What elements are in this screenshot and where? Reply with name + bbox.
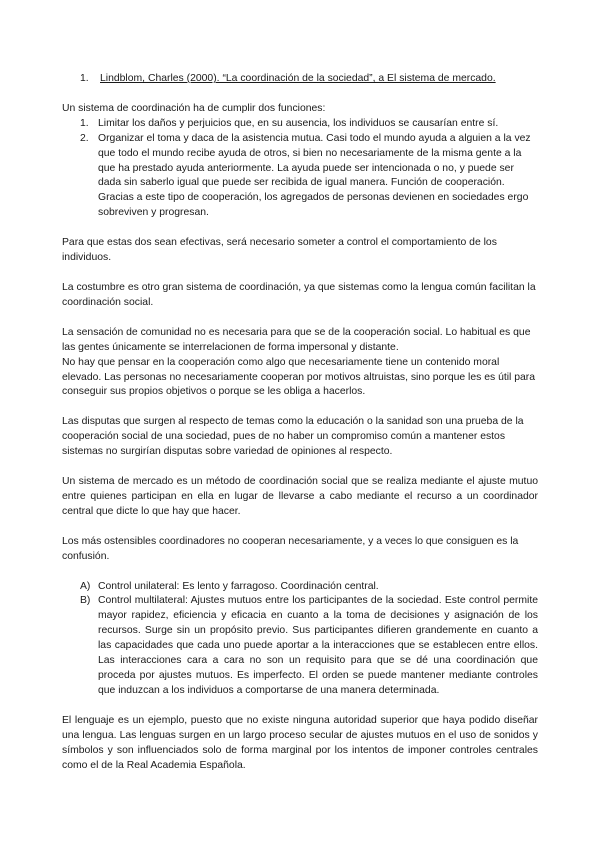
paragraph-effective: Para que estas dos sean efectivas, será necesario someter a control el comportamiento de los individuos. xyxy=(62,237,497,264)
list-text: Limitar los daños y perjuicios que, en su ausencia, los individuos se causarían entre sí. xyxy=(98,117,499,129)
list-letter: A) xyxy=(80,580,91,592)
paragraph-community-1: La sensación de comunidad no es necesaria para que se de la cooperación social. Lo habitual es que las gentes únicamente se interrelacionen de forma impersonal y distante. xyxy=(62,326,531,353)
paragraph-disputes: Las disputas que surgen al respecto de temas como la educación o la sanidad son una prueba de la cooperación social de una sociedad, pues de no haber un compromiso común a mantener estos sistemas no surgirían disputas sobre variedad de opiniones al respecto. xyxy=(62,416,524,458)
controls-list xyxy=(62,580,538,699)
functions-list xyxy=(62,117,538,221)
list-text: Control unilateral: Es lento y farragoso. Coordinación central. xyxy=(98,580,379,592)
list-item xyxy=(80,594,538,698)
paragraph-custom: La costumbre es otro gran sistema de coordinación, ya que sistemas como la lengua común facilitan la coordinación social. xyxy=(62,281,536,308)
paragraph-coordinators: Los más ostensibles coordinadores no cooperan necesariamente, y a veces lo que consiguen es la confusión. xyxy=(62,535,519,562)
list-item xyxy=(80,580,538,595)
list-letter: B) xyxy=(80,595,91,607)
list-item xyxy=(80,117,538,132)
paragraph-language: El lenguaje es un ejemplo, puesto que no existe ninguna autoridad superior que haya podido diseñar una lengua. Las lenguas surgen en un largo proceso secular de ajustes mutuos en el uso de sonidos y símbolos y son influenciados solo de forma marginal por los intentos de imponer controles centrales como el de la Real Academia Española. xyxy=(62,714,538,771)
list-number: 2. xyxy=(80,132,89,144)
heading-number: 1. xyxy=(80,73,89,84)
list-number: 1. xyxy=(80,117,89,129)
paragraph-community-2: No hay que pensar en la cooperación como algo que necesariamente tiene un contenido moral elevado. Las personas no necesariamente cooperan por motivos altruistas, sino porque les es útil para conseguir sus propios objetivos o porque se les obliga a hacerlos. xyxy=(62,356,536,398)
list-text: Organizar el toma y daca de la asistencia mutua. Casi todo el mundo ayuda a alguien a la vez que todo el mundo recibe ayuda de otros, si bien no necesariamente de la misma gente a la que ha prestado ayuda anteriormente. La ayuda puede ser intencionada o no, y puede ser dada sin saberlo igual que puede ser recibida de igual manera. Función de cooperación. Gracias a este tipo de cooperación, los agregados de personas devienen en sociedades ergo sobreviven y progresan. xyxy=(98,132,531,219)
document-body xyxy=(62,72,538,773)
list-item xyxy=(80,132,538,221)
reference-link[interactable]: Lindblom, Charles (2000). “La coordinación de la sociedad”, a El sistema de mercado. xyxy=(100,73,496,84)
reference-heading xyxy=(80,72,538,87)
paragraph-market: Un sistema de mercado es un método de coordinación social que se realiza mediante el ajuste mutuo entre quienes participan en ella en lugar de llevarse a cabo mediante el recurso a un coordinador central que dicte lo que hay que hacer. xyxy=(62,476,538,517)
list-text: Control multilateral: Ajustes mutuos entre los participantes de la sociedad. Este control permite mayor rapidez, eficiencia y eficacia en cuanto a la toma de decisiones y asignación de los recursos. Surge sin un propósito previo. Sus participantes difieren grandemente en cuanto a las capacidades que cada uno puede aportar a la interacciones que se establecen entre ellos. Las interacciones cara a cara no son un requisito para que se dé una coordinación que proceda por ajustes mutuos. Es imperfecto. El orden se puede mantener mediante controles que induzcan a los individuos a comportarse de una manera determinada. xyxy=(98,595,538,696)
intro-paragraph: Un sistema de coordinación ha de cumplir dos funciones: xyxy=(62,102,326,114)
